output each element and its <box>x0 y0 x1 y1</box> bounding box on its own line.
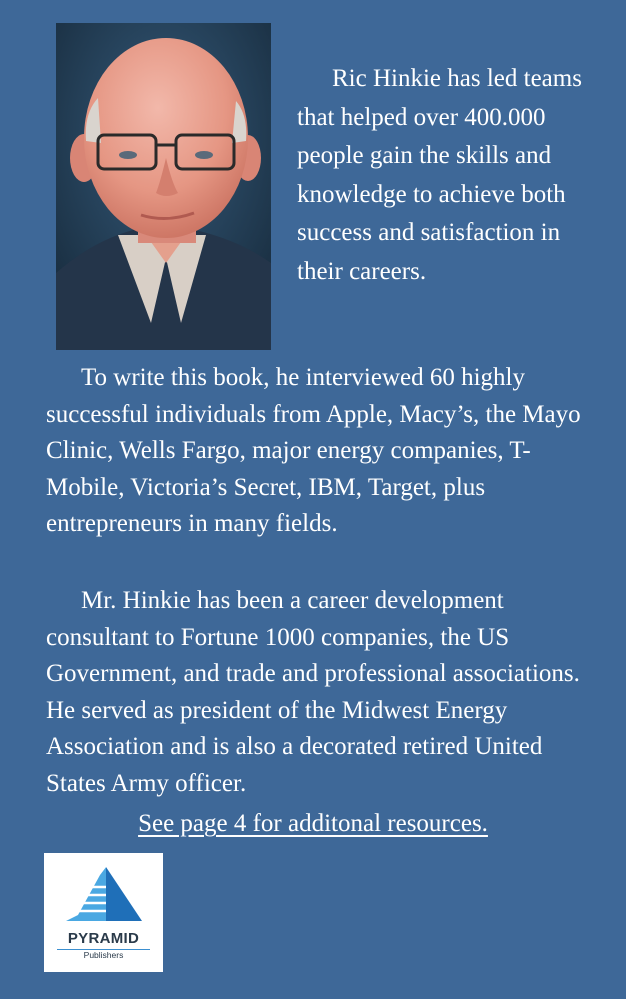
publisher-logo <box>44 853 163 972</box>
publisher-name: PYRAMID <box>67 930 140 947</box>
resources-link[interactable]: See page 4 for additonal resources. <box>138 810 488 837</box>
publisher-subtitle: Publishers <box>83 950 124 960</box>
bio-research-paragraph: To write this book, he interviewed 60 highly successful individuals from Apple, Macy’s, the Mayo Clinic, Wells Fargo, major energy companies, T-Mobile, Victoria’s Secret, IBM, Target, plus entrepreneurs in many fields. <box>46 364 581 537</box>
bio-intro-paragraph: Ric Hinkie has led teams that helped over 400.000 people gain the skills and knowledge to achieve both success and satisfaction in their careers. <box>297 65 582 285</box>
author-portrait-image <box>56 23 271 350</box>
bio-career-paragraph: Mr. Hinkie has been a career development consultant to Fortune 1000 companies, the US Government, and trade and professional associations. He served as president of the Midwest Energy Association and is also a decorated retired United States Army officer. <box>46 587 580 797</box>
resources-link-line <box>0 806 626 842</box>
pyramid-icon <box>44 853 163 933</box>
author-photo <box>56 23 271 350</box>
